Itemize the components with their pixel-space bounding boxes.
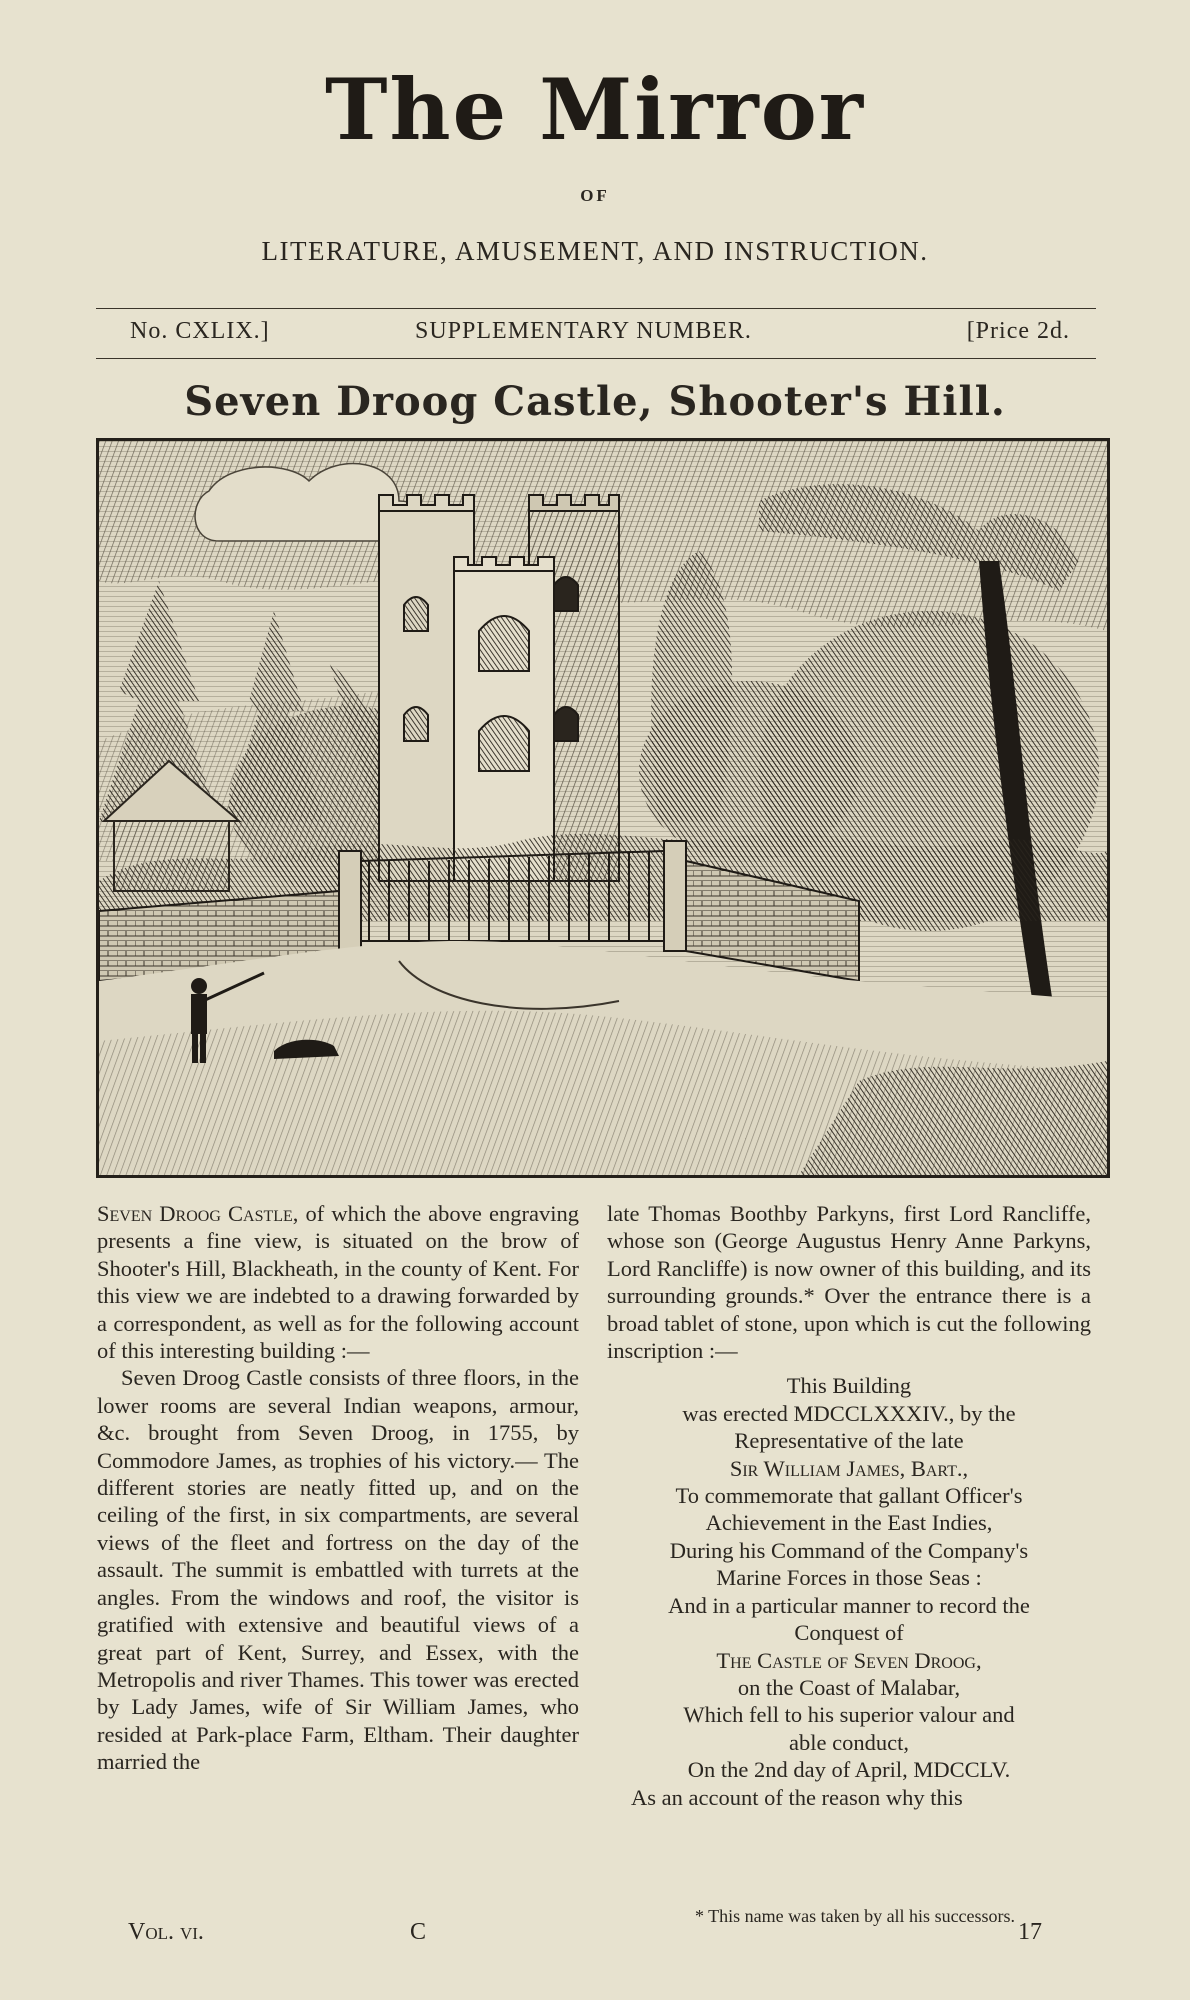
inscription-line: This Building	[786, 1373, 912, 1399]
issue-bar	[130, 318, 1070, 352]
left-paragraph-1	[97, 1200, 579, 1364]
inscription-line: on the Coast of Malabar,	[737, 1674, 961, 1700]
supplementary-label: SUPPLEMENTARY NUMBER.	[415, 318, 752, 344]
inscription-line: The Castle of Seven Droog,	[716, 1647, 982, 1673]
volume-label: Vol. vi.	[128, 1919, 204, 1945]
inscription-line: was erected MDCCLXXXIV., by the	[682, 1400, 1016, 1426]
inscription-line: Sir William James, Bart.,	[729, 1455, 969, 1481]
left-paragraph-2: Seven Droog Castle consists of three floors, in the lower rooms are several Indian weapons, armour, &c. brought from Seven Droog, in 1755, by Commodore James, as trophies of his victory.— The different stories are neatly fitted up, and on the ceiling of the first, in six compartments, are several views of the fleet and fortress on the day of the assault. The summit is embattled with turrets at the angles. From the windows and roof, the visitor is gratified with extensive and beautiful views of a great part of Kent, Surrey, and Essex, with the Metropolis and river Thames. This tower was erected by Lady James, wife of Sir William James, who resided at Park-place Farm, Eltham. Their daughter married the	[97, 1365, 579, 1775]
inscription-line: Achievement in the East Indies,	[705, 1510, 993, 1536]
top-rule	[96, 308, 1096, 309]
footnote: * This name was taken by all his successors.	[694, 1906, 1016, 1926]
left-paragraph-1-text: of which the above engraving presents a fine view, is situated on the brow of Shooter's Hill, Blackheath, in the county of Kent. For this view we are indebted to a drawing forwarded by a correspondent, as well as for the following account of this interesting building :—	[97, 1201, 579, 1364]
inscription-line: During his Command of the Company's	[669, 1537, 1029, 1563]
inscription-line: To commemorate that gallant Officer's	[675, 1483, 1023, 1509]
article-headline: Seven Droog Castle, Shooter's Hill.	[184, 378, 1006, 425]
inscription-line: Representative of the late	[734, 1428, 964, 1454]
issue-price: [Price 2d.	[966, 318, 1070, 344]
castle-engraving	[96, 438, 1110, 1178]
inscription-line: Which fell to his superior valour and	[683, 1702, 1015, 1728]
inscription-line: able conduct,	[789, 1729, 909, 1755]
inscription-line: On the 2nd day of April, MDCCLV.	[687, 1757, 1011, 1783]
inscription-block	[607, 1372, 1091, 1783]
right-paragraph-1: late Thomas Boothby Parkyns, first Lord Rancliffe, whose son (George Augustus Henry Anne Parkyns, Lord Rancliffe) is now owner of this building, and its surrounding grounds.* Over the entrance there is a broad tablet of stone, upon which is cut the following inscription :—	[607, 1201, 1091, 1364]
lead-in: Seven Droog Castle,	[97, 1201, 299, 1226]
bottom-rule	[96, 358, 1096, 359]
article-right-column	[607, 1200, 1091, 1811]
right-paragraph-2: As an account of the reason why this	[631, 1784, 963, 1810]
inscription-line: Marine Forces in those Seas :	[716, 1565, 982, 1591]
masthead-of: OF	[580, 186, 610, 205]
engraving-illustration	[99, 441, 1107, 1175]
issue-number: No. CXLIX.]	[130, 318, 270, 344]
page-number: 17	[1018, 1919, 1042, 1945]
signature-mark: C	[410, 1919, 427, 1945]
masthead-subtitle: LITERATURE, AMUSEMENT, AND INSTRUCTION.	[261, 236, 929, 266]
inscription-line: Conquest of	[794, 1620, 904, 1646]
article-left-column	[97, 1200, 579, 1776]
masthead-title: The Mirror	[325, 60, 865, 159]
inscription-line: And in a particular manner to record the	[668, 1592, 1030, 1618]
